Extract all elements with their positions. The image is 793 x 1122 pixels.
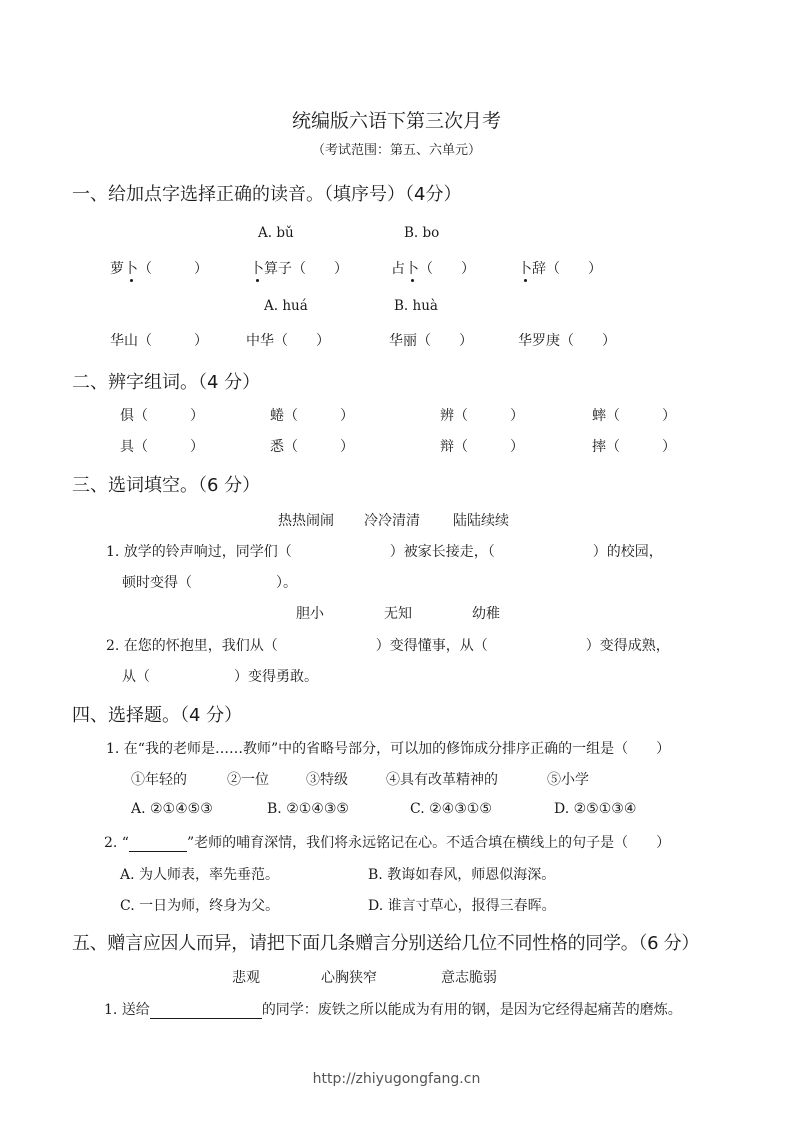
choice-option: C. ②④③①⑤ bbox=[410, 801, 492, 817]
pinyin-item-8: 华罗庚（ ） bbox=[518, 333, 616, 349]
word-group-item: 蟀（ ） bbox=[592, 408, 676, 424]
section3-heading: 三、选词填空。（6 分） bbox=[72, 475, 261, 496]
question-3-1-line2: 顿时变得（ ）。 bbox=[122, 575, 297, 591]
choice-option: C. 一日为师，终身为父。 bbox=[120, 898, 280, 914]
pinyin-item-2 bbox=[250, 258, 348, 278]
answer-blank-line bbox=[150, 1002, 262, 1019]
question-prefix: 2. “ bbox=[104, 835, 129, 851]
choice-option: D. 谁言寸草心，报得三春晖。 bbox=[368, 898, 556, 914]
word-choice: 幼稚 bbox=[472, 606, 500, 622]
item-blank: 算子（ ） bbox=[264, 261, 348, 277]
choice-option: B. 教诲如春风，师恩似海深。 bbox=[368, 867, 556, 883]
word-choice: 热热闹闹 bbox=[278, 513, 334, 529]
question-3-2-line1: 2. 在您的怀抱里，我们从（ ）变得懂事，从（ ）变得成熟， bbox=[106, 638, 670, 654]
word-group-item: 具（ ） bbox=[120, 439, 204, 455]
choice-option: A. 为人师表，率先垂范。 bbox=[120, 867, 280, 883]
item-text: 萝 bbox=[110, 261, 124, 277]
section5-heading: 五、赠言应因人而异，请把下面几条赠言分别送给几位不同性格的同学。（6 分） bbox=[72, 933, 700, 954]
question-5-1 bbox=[104, 999, 682, 1019]
question-prefix: 1. 送给 bbox=[104, 1002, 150, 1018]
pinyin-item-7: 华丽（ ） bbox=[389, 333, 473, 349]
section2-heading: 二、辨字组词。（4 分） bbox=[72, 372, 261, 393]
pinyin-item-3 bbox=[391, 258, 475, 278]
modifier-item: ③特级 bbox=[306, 772, 348, 788]
dotted-char: 卜 bbox=[124, 258, 138, 278]
page-title: 统编版六语下第三次月考 bbox=[291, 110, 501, 132]
section4-heading: 四、选择题。（4 分） bbox=[72, 705, 243, 726]
choice-option: D. ②⑤①③④ bbox=[554, 801, 637, 817]
word-group-item: 蜷（ ） bbox=[270, 408, 354, 424]
answer-blank-line bbox=[129, 835, 187, 852]
dotted-char: 卜 bbox=[518, 258, 532, 278]
pinyin-item-5: 华山（ ） bbox=[110, 333, 208, 349]
item-blank: （ ） bbox=[419, 261, 475, 277]
question-4-1: 1. 在“我的老师是……教师”中的省略号部分，可以加的修饰成分排序正确的一组是（ ） bbox=[106, 741, 671, 757]
word-choice: 意志脆弱 bbox=[441, 970, 497, 986]
word-group-item: 辩（ ） bbox=[440, 439, 524, 455]
item-blank: 辞（ ） bbox=[532, 261, 602, 277]
section1-option-b: B. bo bbox=[404, 225, 440, 241]
modifier-item: ④具有改革精神的 bbox=[386, 772, 498, 788]
page-subtitle: （考试范围：第五、六单元） bbox=[311, 143, 481, 158]
dotted-char: 卜 bbox=[405, 258, 419, 278]
word-group-item: 摔（ ） bbox=[592, 439, 676, 455]
item-text: 占 bbox=[391, 261, 405, 277]
word-group-item: 辨（ ） bbox=[440, 408, 524, 424]
word-group-item: 俱（ ） bbox=[120, 408, 204, 424]
choice-option: A. ②①④⑤③ bbox=[131, 801, 213, 817]
question-4-2 bbox=[104, 832, 670, 852]
modifier-item: ①年轻的 bbox=[131, 772, 187, 788]
section1-option-b2: B. huà bbox=[394, 298, 438, 314]
word-choice: 心胸狭窄 bbox=[321, 970, 377, 986]
section1-heading: 一、给加点字选择正确的读音。（填序号）（4分） bbox=[72, 184, 462, 205]
pinyin-item-4 bbox=[518, 258, 602, 278]
modifier-item: ②一位 bbox=[227, 772, 269, 788]
item-blank: （ ） bbox=[138, 261, 208, 277]
footer-url: http://zhiyugongfang.cn bbox=[312, 1071, 481, 1087]
word-choice: 冷冷清清 bbox=[364, 513, 420, 529]
section1-option-a2: A. huá bbox=[264, 298, 308, 314]
word-choice: 悲观 bbox=[232, 970, 260, 986]
question-text: ”老师的哺育深情，我们将永远铭记在心。不适合填在横线上的句子是（ ） bbox=[186, 835, 671, 851]
question-text: 的同学：废铁之所以能成为有用的钢，是因为它经得起痛苦的磨炼。 bbox=[261, 1002, 682, 1018]
pinyin-item-6: 中华（ ） bbox=[246, 333, 330, 349]
pinyin-item-1 bbox=[110, 258, 208, 278]
question-3-2-line2: 从（ ）变得勇敢。 bbox=[122, 669, 318, 685]
question-3-1-line1: 1. 放学的铃声响过，同学们（ ）被家长接走，（ ）的校园， bbox=[106, 544, 663, 560]
section1-option-a: A. bǔ bbox=[258, 225, 294, 241]
word-choice: 陆陆续续 bbox=[453, 513, 509, 529]
word-group-item: 悉（ ） bbox=[270, 439, 354, 455]
modifier-item: ⑤小学 bbox=[547, 772, 589, 788]
word-choice: 胆小 bbox=[296, 606, 324, 622]
word-choice: 无知 bbox=[384, 606, 412, 622]
choice-option: B. ②①④③⑤ bbox=[267, 801, 349, 817]
dotted-char: 卜 bbox=[250, 258, 264, 278]
